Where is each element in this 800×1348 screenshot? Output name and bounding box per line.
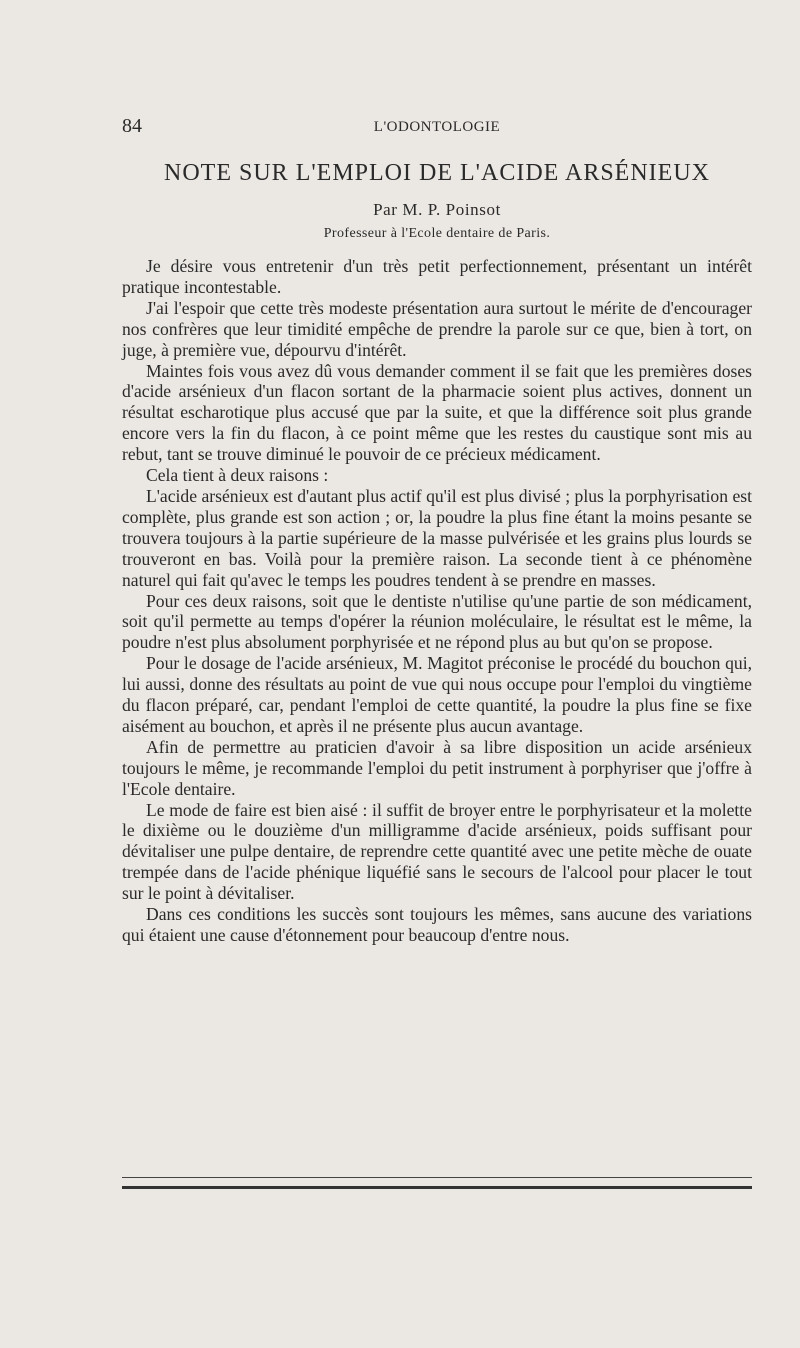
paragraph: Afin de permettre au praticien d'avoir à sa libre disposition un acide arsénieux toujours le même, je recommande l'emploi du petit instrument à porphyriser que j'offre à l'Ecole dentaire. — [122, 736, 752, 799]
article-byline: Par M. P. Poinsot — [373, 200, 501, 219]
paragraph: Maintes fois vous avez dû vous demander comment il se fait que les premières doses d'acide arsénieux d'un flacon sortant de la pharmacie soient plus actives, donnent un résultat escharotique plus accusé que par la suite, et que la différence soit plus grande encore vers la fin du flacon, à ce point même que les restes du caustique sont mis au rebut, tant se trouve diminué le pouvoir de ce précieux médicament. — [122, 360, 752, 465]
page-number: 84 — [122, 115, 142, 137]
end-rule — [122, 1177, 752, 1189]
paragraph: Le mode de faire est bien aisé : il suffit de broyer entre le porphyrisateur et la molette le dixième ou le douzième d'un milligramme d'acide arsénieux, poids suffisant pour dévitaliser une pulpe dentaire, de reprendre cette quantité avec une petite mèche de ouate trempée dans de l'acide phénique liquéfié sans le secours de l'alcool pour placer le tout sur le point à dévitaliser. — [122, 799, 752, 904]
running-head: L'ODONTOLOGIE — [373, 119, 501, 135]
article-body — [122, 256, 752, 946]
paragraph: Pour le dosage de l'acide arsénieux, M. Magitot préconise le procédé du bouchon qui, lui aussi, donne des résultats au point de vue qui nous occupe pour l'emploi du vingtième du flacon préparé, car, pendant l'emploi de cette quantité, la poudre la plus fine se fixe aisément au bouchon, et après il ne présente plus aucun avantage. — [122, 653, 752, 736]
paragraph: Cela tient à deux raisons : — [146, 465, 329, 486]
paragraph: L'acide arsénieux est d'autant plus actif qu'il est plus divisé ; plus la porphyrisation est complète, plus grande est son action ; or, la poudre la plus fine étant la moins pesante se trouvera toujours à la partie supérieure de la masse pulvérisée et les grains plus lourds se trouveront en bas. Voilà pour la première raison. La seconde tient à ce phénomène naturel qui fait qu'avec le temps les poudres tendent à se prendre en masses. — [122, 485, 752, 590]
paragraph: Dans ces conditions les succès sont toujours les mêmes, sans aucune des variations qui étaient une cause d'étonnement pour beaucoup d'entre nous. — [122, 904, 752, 945]
author-affiliation: Professeur à l'Ecole dentaire de Paris. — [323, 226, 551, 241]
paragraph: Pour ces deux raisons, soit que le dentiste n'utilise qu'une partie de son médicament, soit qu'il permette au temps d'opérer la réunion moléculaire, le résultat est le même, la poudre n'est plus absolument porphyrisée et ne répond plus au but qu'on se propose. — [122, 590, 752, 653]
paragraph: Je désire vous entretenir d'un très petit perfectionnement, présentant un intérêt pratique incontestable. — [122, 256, 752, 297]
page-header — [122, 115, 752, 143]
article-title: NOTE SUR L'EMPLOI DE L'ACIDE ARSÉNIEUX — [164, 160, 710, 186]
paragraph: J'ai l'espoir que cette très modeste présentation aura surtout le mérite de d'encourager nos confrères que leur timidité empêche de prendre la parole sur ce que, bien à tort, on juge, à première vue, dépourvu d'intérêt. — [122, 297, 752, 360]
